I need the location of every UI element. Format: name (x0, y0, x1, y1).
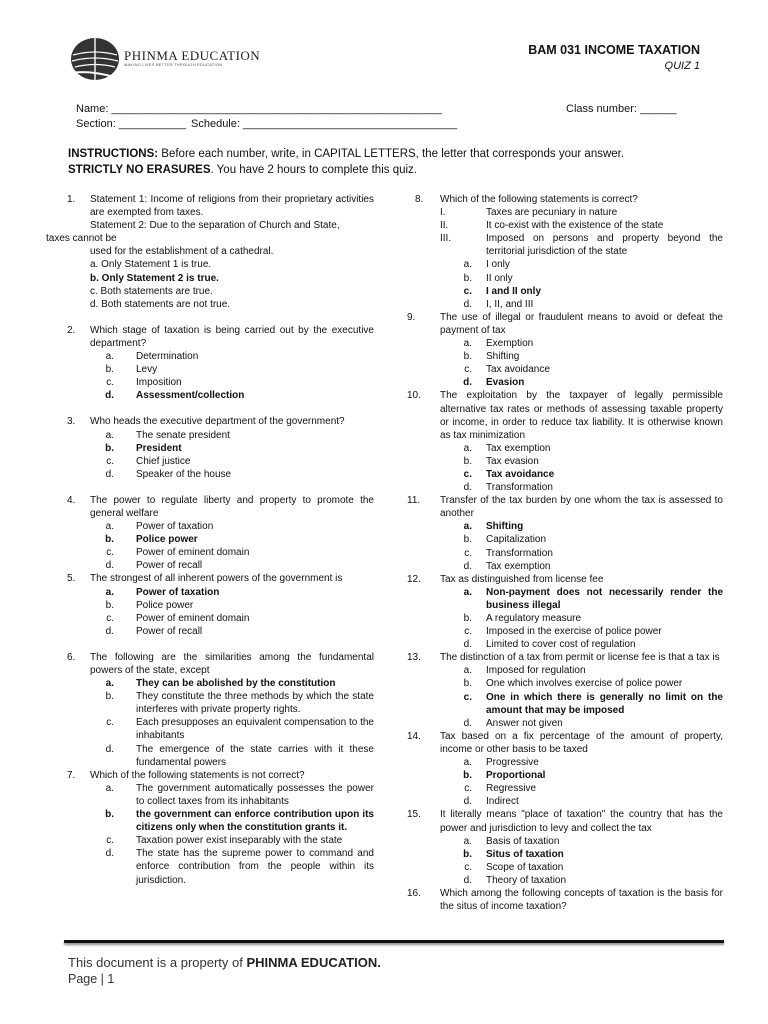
option-c (46, 376, 374, 389)
question-number: 14. (407, 730, 421, 742)
option-text: Non-payment does not necessarily render the business illegal (486, 586, 723, 611)
statement-2-end: used for the establishment of a cathedral. (90, 246, 274, 258)
option-text: The government automatically possesses the power to collect taxes from its inhabitants (136, 782, 374, 807)
question-text: Which stage of taxation is being carried out by the executive department? (90, 324, 374, 349)
option-text: Tax exemption (486, 442, 551, 454)
option-text: Chief justice (136, 455, 191, 467)
option-b (415, 272, 723, 285)
option-text: Power of taxation (136, 586, 220, 598)
option-text: Imposed for regulation (486, 665, 586, 677)
statement-2-cont: taxes cannot be (46, 233, 117, 245)
option-letter: c. (463, 691, 472, 703)
option-c (415, 691, 723, 717)
option-c (415, 547, 723, 560)
option-d (415, 298, 723, 311)
option-letter: a. (463, 665, 472, 677)
option-b (46, 442, 374, 455)
page-number: Page | 1 (68, 972, 115, 986)
question-text: Which of the following statements is not correct? (90, 769, 305, 781)
option-letter: d. (463, 639, 472, 651)
option-letter: b. (463, 848, 472, 860)
option-letter: b. (463, 272, 472, 284)
option-a (415, 664, 723, 677)
option-d (46, 625, 374, 638)
question-16 (407, 887, 723, 913)
option-letter: c. (106, 547, 114, 559)
left-questions (46, 324, 374, 887)
option-letter: c. (463, 468, 472, 480)
option-text: Shifting (486, 521, 524, 533)
option-letter: d. (463, 298, 472, 310)
question-text: The use of illegal or fraudulent means to avoid or defeat the payment of tax (440, 311, 723, 336)
option-text: The state has the supreme power to command and enforce contribution from the people within its jurisdiction. (136, 848, 374, 886)
question-4 (46, 494, 374, 573)
option-letter: c. (464, 626, 472, 638)
question-1 (46, 193, 374, 311)
option-letter: a. (105, 586, 114, 598)
option-text: Taxation power exist inseparably with the state (136, 835, 343, 847)
option-a (46, 586, 374, 599)
option-letter: d. (105, 743, 114, 755)
option-a (415, 258, 723, 271)
option-c (415, 285, 723, 298)
phinma-logo-icon (70, 37, 120, 81)
option-d (46, 847, 374, 886)
question-text: Which among the following concepts of taxation is the basis for the situs of income taxation? (440, 887, 723, 913)
option-c (46, 716, 374, 742)
option-text: President (136, 442, 182, 454)
option-a (415, 586, 723, 612)
option-c (46, 455, 374, 468)
option-text: Power of recall (136, 625, 203, 637)
option-text: Tax exemption (486, 560, 551, 572)
option-b (46, 363, 374, 376)
option-text: One in which there is generally no limit on the amount that may be imposed (486, 691, 723, 716)
option-text: Indirect (486, 796, 519, 808)
question-text: Who heads the executive department of the government? (90, 416, 345, 428)
option-letter: a. (105, 429, 114, 441)
option-letter: b. (105, 364, 114, 376)
option-text: Tax avoidance (486, 364, 550, 376)
question-text: The strongest of all inherent powers of the government is (90, 573, 343, 585)
option-b (415, 350, 723, 363)
option-d (415, 560, 723, 573)
option-text: Power of recall (136, 560, 203, 572)
question-12 (407, 573, 723, 652)
option-d (415, 795, 723, 808)
instructions-label: INSTRUCTIONS: (68, 148, 159, 160)
question-number: 5. (67, 573, 76, 585)
option-text: They can be abolished by the constitution (136, 678, 336, 690)
option-text: Limited to cover cost of regulation (486, 639, 636, 651)
option-text: Theory of taxation (486, 874, 567, 886)
question-11 (407, 494, 723, 573)
option-c (46, 612, 374, 625)
option-d: d. Both statements are not true. (90, 298, 231, 310)
option-text: Power of eminent domain (136, 612, 250, 624)
option-letter: d. (105, 560, 114, 572)
option-letter: c. (106, 377, 114, 389)
option-a (46, 350, 374, 363)
option-letter: a. (105, 351, 114, 363)
option-letter: d. (105, 848, 114, 860)
option-d (46, 559, 374, 572)
option-letter: c. (463, 285, 472, 297)
statement-numeral: III. (440, 233, 452, 245)
question-text: The power to regulate liberty and property to promote the general welfare (90, 494, 374, 519)
question-number: 10. (407, 390, 421, 402)
question-8 (415, 193, 723, 311)
option-text: II only (486, 272, 513, 284)
question-10 (407, 389, 723, 494)
option-letter: b. (105, 442, 114, 454)
option-text: Proportional (486, 770, 546, 782)
option-text: Imposed in the exercise of police power (486, 626, 662, 638)
option-text: Tax avoidance (486, 468, 555, 480)
option-d (415, 874, 723, 887)
statement-item (415, 206, 723, 219)
schedule-field: Schedule: ___________________________________ (191, 118, 458, 130)
option-d (415, 638, 723, 651)
option-text: Each presupposes an equivalent compensation to the inhabitants (136, 717, 374, 742)
question-text: The distinction of a tax from permit or license fee is that a tax is (440, 652, 720, 664)
option-a (46, 520, 374, 533)
option-text: Situs of taxation (486, 848, 564, 860)
option-text: Levy (136, 364, 158, 376)
option-text: the government can enforce contribution upon its citizens only when the constitution grants it. (136, 809, 374, 834)
option-letter: c. (106, 717, 114, 729)
option-b: b. Only Statement 2 is true. (90, 272, 219, 284)
question-number: 15. (407, 809, 421, 821)
option-text: Exemption (486, 338, 534, 350)
option-a (415, 520, 723, 533)
right-column (407, 193, 723, 913)
footer-owner: PHINMA EDUCATION. (246, 955, 381, 970)
option-b (415, 612, 723, 625)
question-number: 7. (67, 769, 76, 781)
option-d (415, 481, 723, 494)
option-letter: d. (463, 717, 472, 729)
option-text: Scope of taxation (486, 861, 564, 873)
question-number: 2. (67, 324, 76, 336)
option-b (415, 848, 723, 861)
option-c (415, 625, 723, 638)
question-text: The following are the similarities among the fundamental powers of the state, except (90, 651, 374, 676)
option-letter: a. (463, 835, 472, 847)
question-number: 8. (415, 194, 424, 205)
option-a (415, 442, 723, 455)
option-b (415, 455, 723, 468)
question-number: 9. (407, 311, 416, 323)
option-d (46, 468, 374, 481)
footer-prefix: This document is a property of (68, 955, 247, 970)
question-3 (46, 415, 374, 480)
option-text: Transformation (486, 547, 553, 559)
option-d (415, 717, 723, 730)
option-letter: d. (463, 377, 472, 389)
question-number: 6. (67, 651, 76, 663)
instructions-text: Before each number, write, in CAPITAL LETTERS, the letter that corresponds your answer. (158, 148, 625, 160)
option-b (415, 677, 723, 690)
option-d (46, 743, 374, 769)
option-letter: a. (463, 259, 472, 271)
statement-numeral: II. (440, 220, 449, 232)
option-letter: a. (463, 338, 472, 350)
statement-1: Statement 1: Income of religions from their proprietary activities are exempted from taxes. (90, 194, 374, 219)
option-letter: b. (463, 678, 472, 690)
option-letter: a. (105, 521, 114, 533)
question-6 (46, 651, 374, 769)
option-text: I only (486, 259, 510, 271)
option-text: Power of eminent domain (136, 547, 250, 559)
question-14 (407, 730, 723, 809)
option-text: Determination (136, 351, 199, 363)
quiz-label: QUIZ 1 (664, 60, 700, 72)
statement-item (415, 232, 723, 258)
option-c: c. Both statements are true. (90, 285, 213, 297)
question-text: The exploitation by the taxpayer of legally permissible alternative tax rates or methods of assessing taxable property or income, in order to reduce tax liability. It is otherwise known as tax minimization (440, 390, 723, 441)
option-text: Power of taxation (136, 521, 214, 533)
question-text: Tax based on a fix percentage of the amount of property, income or other basis to be taxed (440, 730, 723, 755)
option-text: Evasion (486, 377, 525, 389)
section-field: Section: ___________ (76, 118, 187, 130)
option-text: A regulatory measure (486, 613, 582, 624)
option-a: a. Only Statement 1 is true. (90, 259, 212, 271)
question-number: 3. (67, 416, 76, 428)
option-c (415, 363, 723, 376)
question-text: Tax as distinguished from license fee (440, 573, 604, 585)
option-letter: d. (463, 560, 472, 572)
statement-2: Statement 2: Due to the separation of Church and State, (90, 220, 340, 232)
statement-text: Imposed on persons and property beyond the territorial jurisdiction of the state (486, 233, 723, 258)
statement-text: Taxes are pecuniary in nature (486, 207, 618, 219)
option-letter: a. (463, 757, 472, 769)
course-title: BAM 031 INCOME TAXATION (528, 43, 700, 57)
statement-text: It co-exist with the existence of the state (486, 220, 664, 232)
option-d (415, 376, 723, 389)
option-letter: b. (105, 599, 114, 611)
right-questions (407, 311, 723, 913)
statement-list (415, 206, 723, 258)
question-number: 1. (67, 194, 76, 205)
option-a (415, 337, 723, 350)
option-letter: c. (106, 835, 114, 847)
strict-notice: STRICTLY NO ERASURES (68, 164, 211, 176)
option-c (415, 782, 723, 795)
option-c (415, 468, 723, 481)
option-a (46, 782, 374, 808)
option-text: Police power (136, 534, 198, 546)
option-letter: a. (105, 678, 114, 690)
option-text: Basis of taxation (486, 835, 560, 847)
question-text: Transfer of the tax burden by one whom the tax is assessed to another (440, 495, 723, 520)
option-text: One which involves exercise of police power (486, 678, 683, 690)
option-text: Assessment/collection (136, 390, 245, 402)
statement-numeral: I. (440, 207, 446, 219)
option-letter: d. (105, 390, 114, 402)
option-a (415, 835, 723, 848)
option-list (415, 258, 723, 310)
option-text: Transformation (486, 482, 553, 494)
option-letter: b. (463, 770, 472, 782)
question-9 (407, 311, 723, 390)
option-text: They constitute the three methods by which the state interferes with private property rights. (136, 691, 374, 716)
brand-tagline: MAKING LIVES BETTER THROUGH EDUCATION (124, 62, 223, 67)
option-letter: b. (463, 455, 472, 467)
question-2 (46, 324, 374, 403)
option-d (46, 389, 374, 402)
question-number: 16. (407, 887, 421, 899)
option-letter: d. (463, 796, 472, 808)
statement-item (415, 219, 723, 232)
option-letter: d. (463, 482, 472, 494)
footer-rule (64, 940, 724, 943)
option-letter: c. (106, 455, 114, 467)
option-letter: b. (105, 809, 114, 821)
question-number: 11. (407, 495, 421, 507)
option-b (46, 690, 374, 716)
brand-name: PHINMA EDUCATION (124, 48, 261, 63)
option-text: Capitalization (486, 534, 547, 546)
question-15 (407, 808, 723, 887)
option-text: I and II only (486, 285, 542, 297)
option-letter: d. (105, 625, 114, 637)
option-c (46, 834, 374, 847)
option-letter: b. (463, 351, 472, 363)
option-a (415, 756, 723, 769)
time-notice: . You have 2 hours to complete this quiz. (210, 164, 417, 176)
option-text: Police power (136, 599, 194, 611)
option-c (46, 546, 374, 559)
question-5 (46, 572, 374, 637)
option-text: The senate president (136, 429, 230, 441)
option-letter: a. (105, 782, 114, 794)
option-b (46, 808, 374, 834)
option-letter: c. (464, 861, 472, 873)
option-letter: b. (463, 534, 472, 546)
question-text: Which of the following statements is correct? (440, 194, 638, 205)
option-b (46, 533, 374, 546)
question-text: It literally means "place of taxation" the country that has the power and jurisdiction to levy and collect the tax (440, 809, 723, 834)
question-number: 4. (67, 494, 76, 506)
option-letter: d. (105, 468, 114, 480)
option-text: I, II, and III (486, 298, 534, 310)
option-letter: b. (105, 691, 114, 703)
option-letter: a. (463, 442, 472, 454)
option-b (46, 599, 374, 612)
option-text: Speaker of the house (136, 468, 232, 480)
option-letter: d. (463, 874, 472, 886)
option-letter: c. (106, 612, 114, 624)
left-column (46, 193, 374, 887)
option-letter: b. (463, 613, 472, 624)
option-b (415, 533, 723, 546)
name-field: Name: ______________________________________________________ (76, 103, 442, 115)
option-text: Progressive (486, 757, 539, 769)
option-letter: c. (464, 547, 472, 559)
instructions (68, 146, 700, 178)
option-letter: a. (463, 521, 472, 533)
option-text: Tax evasion (486, 455, 539, 467)
option-letter: b. (105, 534, 114, 546)
option-text: Imposition (136, 377, 182, 389)
option-b (415, 769, 723, 782)
option-text: Answer not given (486, 717, 563, 729)
option-c (415, 861, 723, 874)
question-number: 13. (407, 652, 421, 664)
option-text: The emergence of the state carries with it these fundamental powers (136, 743, 374, 768)
option-text: Regressive (486, 783, 537, 795)
option-text: Shifting (486, 351, 520, 363)
question-number: 12. (407, 573, 421, 585)
footer-ownership (68, 955, 381, 970)
option-letter: a. (463, 586, 472, 598)
option-a (46, 429, 374, 442)
option-letter: c. (464, 783, 472, 795)
question-7 (46, 769, 374, 887)
class-number-field: Class number: ______ (566, 103, 677, 115)
question-13 (407, 651, 723, 730)
option-letter: c. (464, 364, 472, 376)
option-a (46, 677, 374, 690)
